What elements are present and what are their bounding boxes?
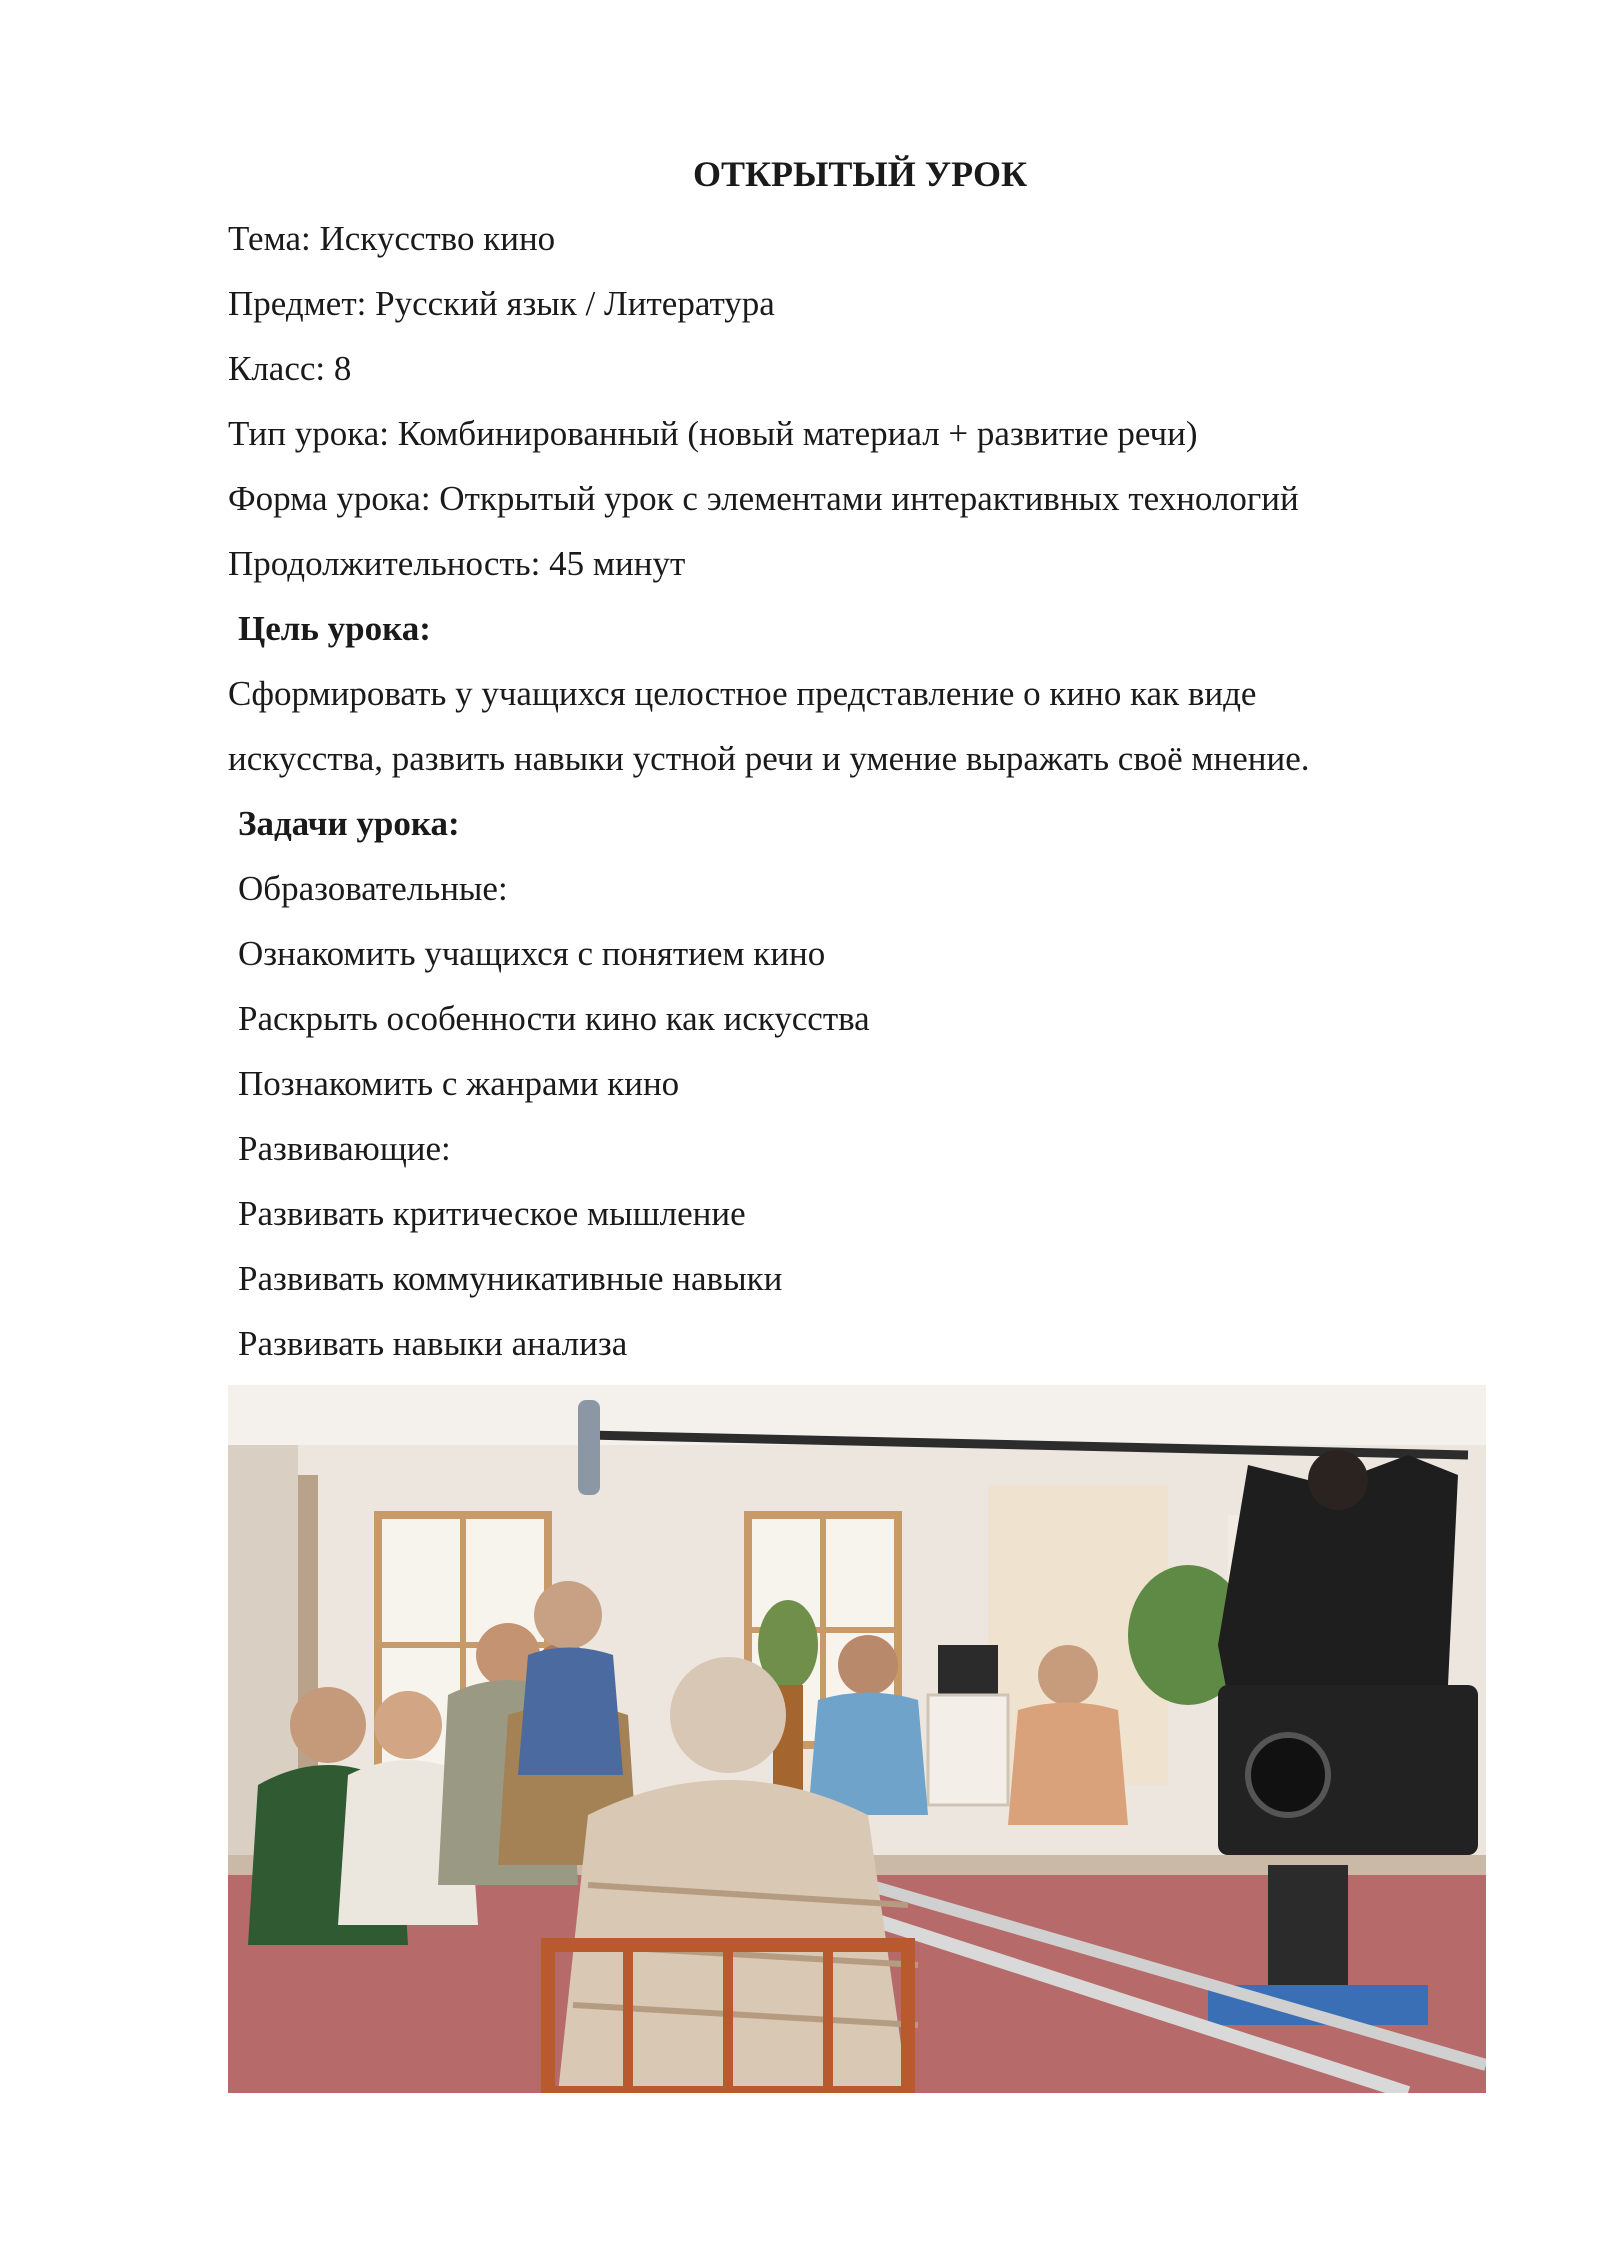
meta-subject: Предмет: Русский язык / Литература: [228, 284, 775, 323]
film-set-illustration: [228, 1385, 1486, 2093]
meta-topic: Тема: Искусство кино: [228, 219, 556, 258]
tasks-heading: Задачи урока:: [238, 804, 460, 843]
meta-duration: Продолжительность: 45 минут: [228, 544, 686, 583]
tasks-group-educational: Образовательные:: [238, 869, 508, 908]
goal-text-line-1: Сформировать у учащихся целостное представление о кино как виде: [228, 674, 1257, 713]
meta-lesson-type: Тип урока: Комбинированный (новый материал + развитие речи): [228, 414, 1198, 453]
task-item: Развивать навыки анализа: [238, 1324, 628, 1363]
document-title: ОТКРЫТЫЙ УРОК: [692, 154, 1028, 194]
meta-lesson-form: Форма урока: Открытый урок с элементами интерактивных технологий: [228, 479, 1299, 518]
task-item: Познакомить с жанрами кино: [238, 1064, 680, 1103]
goal-heading: Цель урока:: [238, 609, 431, 648]
task-item: Развивать коммуникативные навыки: [238, 1259, 783, 1298]
tasks-group-developing: Развивающие:: [238, 1129, 451, 1168]
meta-grade: Класс: 8: [228, 349, 352, 388]
task-item: Раскрыть особенности кино как искусства: [238, 999, 870, 1038]
task-item: Ознакомить учащихся с понятием кино: [238, 934, 826, 973]
film-set-photo: [228, 1385, 1486, 2093]
task-item: Развивать критическое мышление: [238, 1194, 746, 1233]
goal-text-line-2: искусства, развить навыки устной речи и умение выражать своё мнение.: [228, 739, 1310, 778]
